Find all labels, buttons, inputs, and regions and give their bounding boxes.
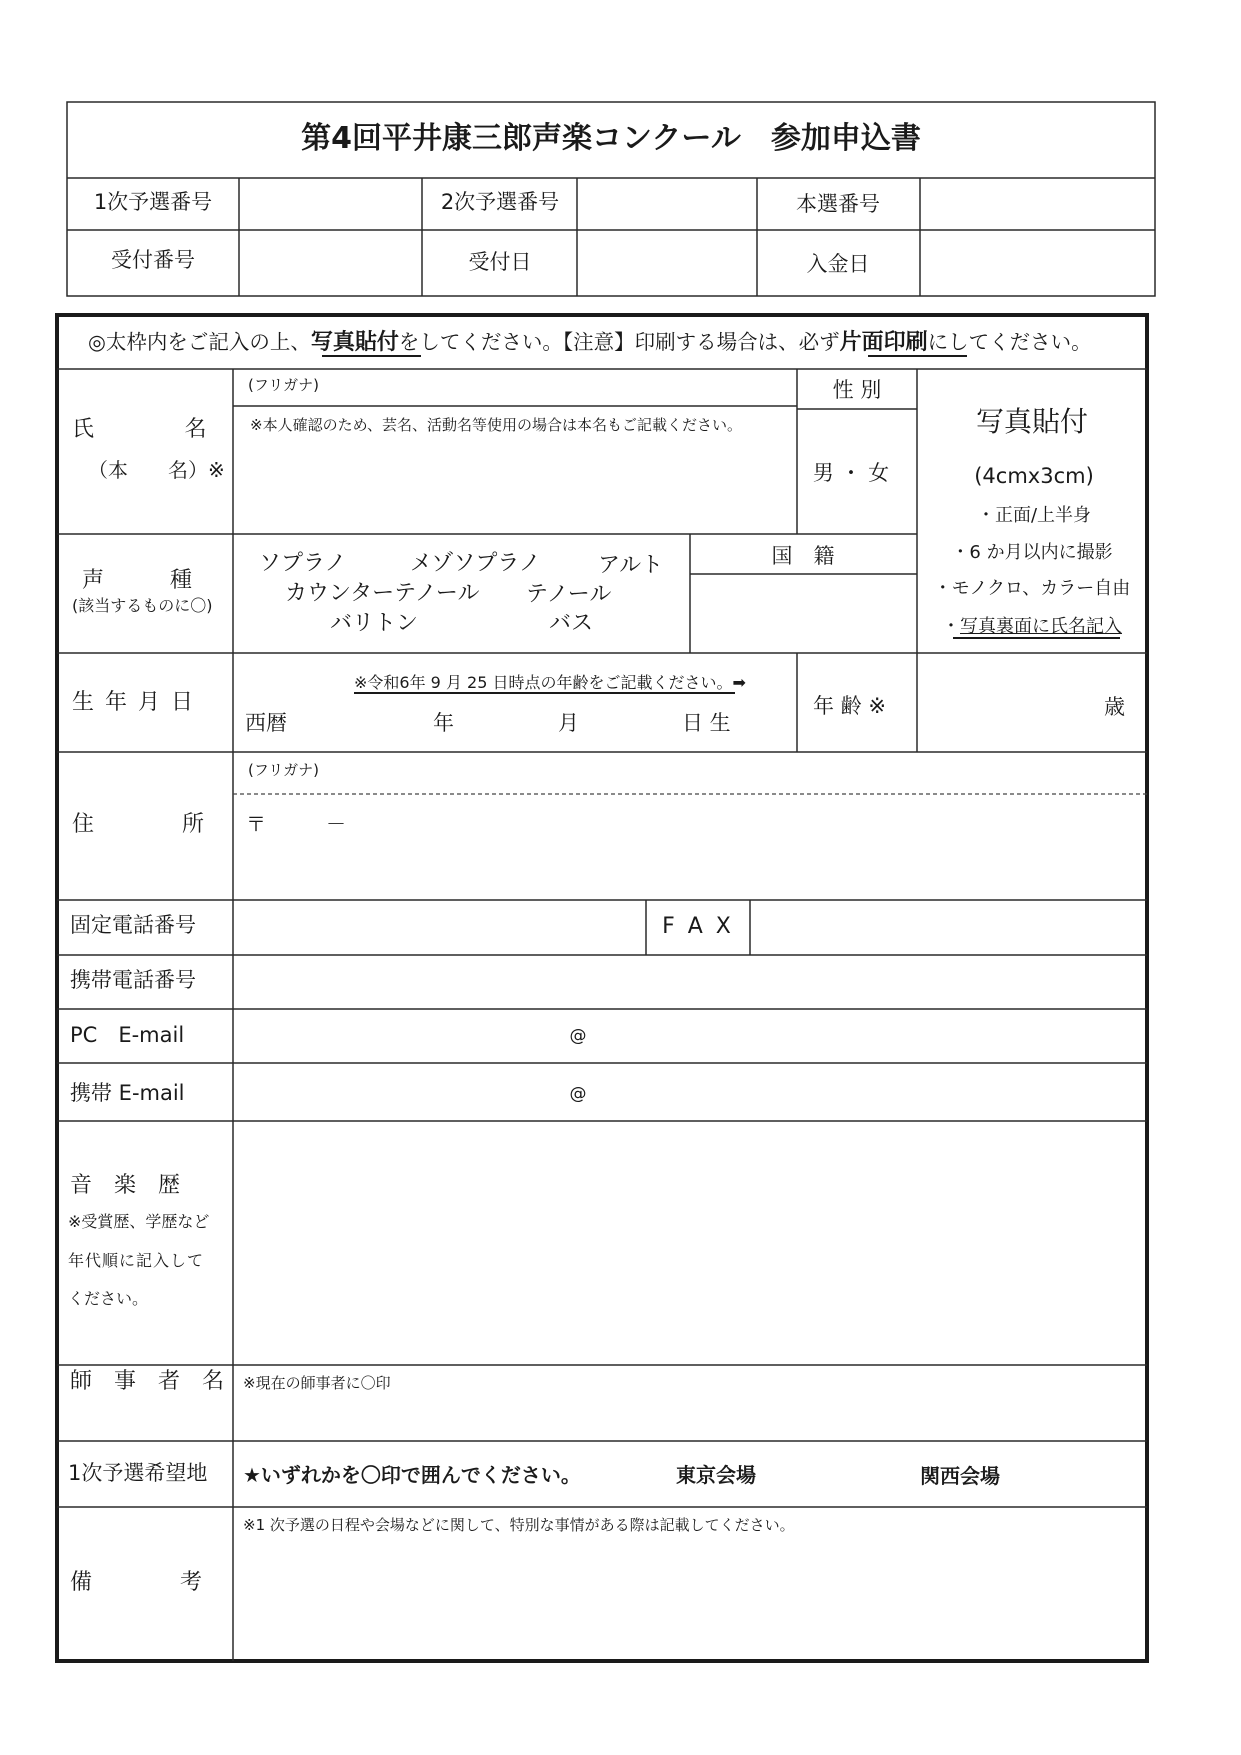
- voice-option-soprano[interactable]: ソプラノ: [259, 551, 347, 576]
- name-field[interactable]: [236, 440, 795, 532]
- reception-date-field[interactable]: [578, 231, 756, 295]
- voice-option-mezzo-soprano[interactable]: メゾソプラノ: [410, 551, 541, 576]
- first-round-number-field[interactable]: [240, 179, 421, 229]
- address-furigana-label: (フリガナ): [248, 761, 319, 779]
- photo-title: 写真貼付: [975, 405, 1089, 438]
- music-history-note-2: 年代順に記入して: [68, 1251, 205, 1270]
- pc-email-field[interactable]: [236, 1011, 1145, 1061]
- gender-label: 性 別: [832, 378, 882, 402]
- venue-label: 1次予選希望地: [68, 1461, 208, 1485]
- photo-rule-front: ・正面/上半身: [976, 505, 1092, 526]
- mobile-label: 携帯電話番号: [70, 968, 196, 992]
- mobile-field[interactable]: [236, 957, 1145, 1007]
- photo-rule-recent: ・6 か月以内に撮影: [951, 542, 1113, 563]
- notice-photo: 写真貼付: [310, 330, 399, 355]
- payment-date-label: 入金日: [806, 252, 870, 276]
- photo-rule-backside-text: 写真裏面に氏名記入: [960, 616, 1122, 637]
- notice-one-sided: 片面印刷: [839, 330, 928, 355]
- phone-label: 固定電話番号: [70, 913, 196, 937]
- music-history-note-3: ください。: [68, 1289, 149, 1308]
- name-label: 氏 名: [72, 417, 208, 442]
- payment-date-field[interactable]: [921, 231, 1154, 295]
- address-field[interactable]: [236, 797, 1145, 898]
- mobile-email-at: @: [569, 1084, 587, 1104]
- mobile-email-label: 携帯 E-mail: [70, 1081, 185, 1105]
- music-history-note-1: ※受賞歴、学歴など: [68, 1212, 210, 1231]
- address-furigana-field[interactable]: [330, 755, 1145, 792]
- music-history-field[interactable]: [236, 1123, 1145, 1363]
- birth-year-unit: 年: [433, 711, 454, 735]
- first-round-number-label: 1次予選番号: [93, 190, 213, 214]
- voice-option-baritone[interactable]: バリトン: [330, 611, 419, 636]
- voice-option-alto[interactable]: アルト: [598, 553, 664, 578]
- birth-era: 西暦: [245, 711, 287, 735]
- notice-post: にしてください。: [927, 330, 1092, 354]
- age-label: 年 齢 ※: [813, 694, 886, 718]
- remarks-note: ※1 次予選の日程や会場などに関して、特別な事情がある際は記載してください。: [243, 1516, 795, 1534]
- teacher-note: ※現在の師事者に〇印: [243, 1374, 391, 1392]
- photo-rule-backside: [942, 618, 1122, 636]
- voice-option-bass[interactable]: バス: [549, 611, 594, 636]
- photo-rule-bullet: ・: [942, 616, 960, 637]
- birth-note: ※令和6年 9 月 25 日時点の年齢をご記載ください。➡: [354, 673, 746, 692]
- birth-label: 生 年 月 日: [72, 690, 195, 715]
- phone-field[interactable]: [236, 902, 644, 953]
- voice-label: 声 種: [82, 568, 193, 593]
- venue-option-tokyo[interactable]: 東京会場: [676, 1463, 756, 1487]
- notice-pre: ◎太枠内をご記入の上、: [88, 330, 311, 354]
- final-number-label: 本選番号: [796, 192, 880, 216]
- name-furigana-label: (フリガナ): [248, 376, 319, 394]
- nationality-field[interactable]: [691, 576, 916, 652]
- name-note: ※本人確認のため、芸名、活動名等使用の場合は本名もご記載ください。: [250, 416, 742, 434]
- pc-email-label: PC E-mail: [70, 1023, 185, 1047]
- venue-option-kansai[interactable]: 関西会場: [920, 1464, 1000, 1488]
- address-postal: 〒 －: [246, 812, 346, 836]
- birth-date-field[interactable]: [300, 700, 790, 748]
- reception-date-label: 受付日: [468, 250, 532, 274]
- fax-label: F A X: [662, 914, 734, 939]
- address-label: 住 所: [72, 812, 205, 837]
- voice-sublabel: (該当するものに〇): [72, 596, 213, 615]
- teacher-field[interactable]: [236, 1396, 1145, 1439]
- fax-field[interactable]: [752, 902, 1145, 953]
- name-furigana-field[interactable]: [330, 371, 795, 405]
- remarks-label: 備 考: [70, 1570, 203, 1595]
- name-sublabel: （本 名）※: [88, 458, 225, 482]
- mobile-email-field[interactable]: [236, 1065, 1145, 1119]
- reception-number-field[interactable]: [240, 231, 421, 295]
- second-round-number-label: 2次予選番号: [440, 190, 560, 214]
- birth-month-unit: 月: [558, 711, 579, 735]
- form-title: 第4回平井康三郎声楽コンクール 参加申込書: [301, 121, 921, 156]
- age-unit: 歳: [1104, 695, 1125, 719]
- voice-option-tenor[interactable]: テノール: [526, 582, 612, 607]
- remarks-field[interactable]: [236, 1538, 1145, 1659]
- nationality-label: 国 籍: [771, 544, 835, 568]
- music-history-label: 音 楽 歴: [70, 1173, 181, 1198]
- photo-size: (4cmx3cm): [974, 464, 1094, 488]
- notice-mid: をしてください。【注意】印刷する場合は、必ず: [398, 330, 840, 354]
- venue-instruction: ★いずれかを〇印で囲んでください。: [243, 1463, 581, 1487]
- pc-email-at: @: [569, 1026, 587, 1046]
- reception-number-label: 受付番号: [111, 248, 195, 272]
- second-round-number-field[interactable]: [578, 179, 756, 229]
- gender-options[interactable]: 男 ・ 女: [812, 461, 890, 485]
- final-number-field[interactable]: [921, 179, 1154, 229]
- birth-day-unit: 日 生: [682, 711, 731, 735]
- notice-line: [88, 332, 1092, 354]
- photo-rule-color: ・モノクロ、カラー自由: [933, 578, 1131, 599]
- voice-option-countertenor[interactable]: カウンターテノール: [285, 581, 480, 606]
- teacher-label: 師 事 者 名: [70, 1369, 225, 1394]
